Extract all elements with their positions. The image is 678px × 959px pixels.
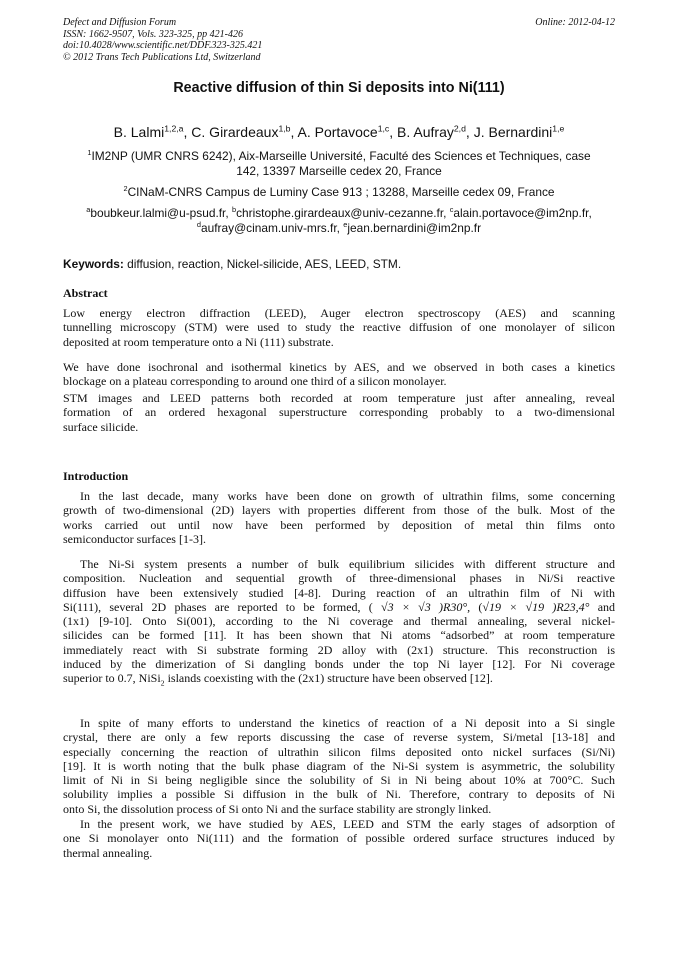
intro-paragraph-1 xyxy=(63,489,615,546)
keywords-text: diffusion, reaction, Nickel-silicide, AES, LEED, STM. xyxy=(127,257,402,271)
math-part: × xyxy=(509,599,518,614)
author-sup: 1,b xyxy=(278,123,291,134)
text-line: immediately react with Si substrate forming 2D alloy with (2x1) structure. This reconstruction is xyxy=(63,642,615,657)
intro-paragraph-3 xyxy=(63,716,615,816)
text-line: formation of an ordered hexagonal superstructure corresponding probably to a two-dimensional xyxy=(63,405,615,420)
paper-title: Reactive diffusion of thin Si deposits into Ni(111) xyxy=(173,80,505,96)
text-line: limit of Ni in Si being negligible since the solubility of Si in Ni being about 10% at 700°C. Such xyxy=(63,773,615,788)
keywords xyxy=(63,257,615,271)
math-part: √19 xyxy=(482,599,501,614)
intro-paragraph-2 xyxy=(63,557,615,691)
journal-name: Defect and Diffusion Forum xyxy=(63,17,177,28)
text-line: tunnelling microscopy (STM) were used to study the reactive diffusion of one monolayer of silicon xyxy=(63,320,615,335)
text-line: silicides can be formed [11]. It has been shown that Ni atoms “adsorbed” at room temperature xyxy=(63,628,615,643)
text-line: STM images and LEED patterns both recorded at room temperature just after annealing, reveal xyxy=(63,391,615,405)
text-line: In spite of many efforts to understand the kinetics of reaction of a Ni deposit into a Si single xyxy=(80,716,615,730)
subscript: 2 xyxy=(160,678,165,688)
email-link[interactable]: alain.portavoce@im2np.fr xyxy=(453,206,589,220)
text-line: growth of two-dimensional (2D) layers with properties different from those of the bulk. Most of the xyxy=(63,503,615,518)
author-name: B. Lalmi xyxy=(113,124,165,140)
intro-paragraph-4 xyxy=(63,817,615,860)
author-sup: 2,d xyxy=(453,123,466,134)
email-link[interactable]: aufray@cinam.univ-mrs.fr xyxy=(201,220,337,235)
online-date: Online: 2012-04-12 xyxy=(535,17,615,28)
email-link[interactable]: boubkeur.lalmi@u-psud.fr xyxy=(90,206,226,220)
author-sup: 1,e xyxy=(552,123,565,134)
keywords-label: Keywords: xyxy=(63,257,124,271)
text-line: semiconductor surfaces [1-3]. xyxy=(63,531,206,546)
author-name: J. Bernardini xyxy=(473,124,553,140)
journal-header xyxy=(63,17,615,63)
text-segment: and xyxy=(597,599,616,614)
text-line: We have done isochronal and isothermal kinetics by AES, and we observed in both cases a kinetics xyxy=(63,360,615,374)
abstract-heading: Abstract xyxy=(63,286,108,300)
math-part: √3 xyxy=(381,599,394,614)
text-line: deposited at room temperature onto a Ni (111) substrate. xyxy=(63,334,334,349)
text-line: diffusion have been extensively studied [4-8]. During reaction of an ultrathin film of Ni with xyxy=(63,585,615,600)
abstract-paragraph-2 xyxy=(63,360,615,389)
affiliation-text: CINaM-CNRS Campus de Luminy Case 913 ; 13288, Marseille cedex 09, France xyxy=(127,185,555,199)
text-line: induced by the dimerization of Si dangling bonds under the top Ni layer [12]. For Ni coverage xyxy=(63,657,615,672)
text-segment: superior to 0.7, NiSi xyxy=(63,671,161,686)
issn: ISSN: 1662-9507, Vols. 323-325, pp 421-426 xyxy=(63,28,243,40)
text-line: surface silicide. xyxy=(63,419,139,434)
abstract-paragraph-1 xyxy=(63,306,615,349)
text-segment: islands coexisting with the (2x1) structure have been observed [12]. xyxy=(164,671,493,686)
text-line: thermal annealing. xyxy=(63,845,153,860)
text-line: crystal, there are only a few reports discussing the case of reverse system, Si/metal [13-18] and xyxy=(63,730,615,745)
author-emails: $^a$boubkeur.lalmi@u-psud.fr, $^b$christophe.girardeaux@univ-cezanne.fr, $^c$alain.portavoce@im2np.fr, $^d$aufray@cinam.univ-mrs.fr, $^e$jean.bernardini@im2np.fr xyxy=(86,205,592,235)
text-line: [19]. It is worth noting that the bulk phase diagram of the Ni-Si system is asymmetric, the solubility xyxy=(63,758,615,773)
text-segment: ( xyxy=(478,599,483,614)
text-line-with-math xyxy=(63,600,615,614)
author-name: A. Portavoce xyxy=(297,124,378,140)
text-line: solubility implies a possible Si diffusion in the bulk of Ni. Therefore, contrary to deposits of Ni xyxy=(63,787,615,802)
affiliation-2 xyxy=(63,185,615,200)
email-link[interactable]: christophe.girardeaux@univ-cezanne.fr xyxy=(236,206,444,220)
text-line: works carried out until now have been performed by deposition of metal thin films onto xyxy=(63,517,615,532)
math-sqrt19-r23 xyxy=(482,600,589,614)
author-name: C. Girardeaux xyxy=(191,124,279,140)
affiliation-1 xyxy=(63,149,615,178)
math-sqrt3-r30 xyxy=(381,600,470,614)
text-line-with-subscript xyxy=(63,671,615,691)
affiliation-text: 142, 13397 Marseille cedex 20, France xyxy=(236,163,442,178)
text-line: onto Si, the dissolution process of Si onto Ni and the surface stability are strongly linked. xyxy=(63,801,492,816)
text-line: The Ni-Si system presents a number of bulk equilibrium silicides with different structure and xyxy=(80,557,615,571)
author-list: B. Lalmi$^{1,2,a}$, C. Girardeaux$^{1,b}$, A. Portavoce$^{1,c}$, B. Aufray$^{2,d}$, J. Bernardini$^{1,e}$ xyxy=(113,123,565,140)
author-name: B. Aufray xyxy=(397,124,454,140)
math-part: × xyxy=(401,599,410,614)
affiliation-text: IM2NP (UMR CNRS 6242), Aix-Marseille Université, Faculté des Sciences et Techniques, case xyxy=(91,149,591,163)
text-segment: Si(111), several 2D phases are reported to be formed, ( xyxy=(63,599,373,614)
doi: doi:10.4028/www.scientific.net/DDF.323-325.421 xyxy=(63,40,263,51)
copyright: © 2012 Trans Tech Publications Ltd, Switzerland xyxy=(63,51,261,63)
text-line: (1x1) [9-10]. Onto Si(001), according to the Ni coverage and thermal annealing, several nickel- xyxy=(63,614,615,629)
math-part: √19 xyxy=(525,599,545,614)
abstract-paragraph-3 xyxy=(63,391,615,434)
math-part: √3 xyxy=(418,599,431,614)
author-sup: 1,c xyxy=(377,123,390,134)
text-line: one Si monolayer onto Ni(111) and the formation of possible ordered surface structures induced by xyxy=(63,831,615,846)
email-link[interactable]: jean.bernardini@im2np.fr xyxy=(347,220,482,235)
text-line: blockage on a plateau corresponding to around one third of a silicon monolayer. xyxy=(63,374,447,389)
math-part: )R30°, xyxy=(439,599,471,614)
text-line: In the present work, we have studied by AES, LEED and STM the early stages of adsorption of xyxy=(80,817,615,831)
text-line: especially concerning the reaction of ultrathin silicon films deposited onto nickel surfaces (Si/Ni) xyxy=(63,744,615,759)
text-line: Low energy electron diffraction (LEED), Auger electron spectroscopy (AES) and scanning xyxy=(63,306,615,320)
affiliation-sup: 2 xyxy=(123,184,128,194)
author-sup: 1,2,a xyxy=(164,123,184,134)
affiliation-sup: 1 xyxy=(87,148,92,158)
text-line: composition. Nucleation and sequential growth of three-dimensional phases in Ni/Si reactive xyxy=(63,571,615,586)
introduction-heading: Introduction xyxy=(63,469,129,483)
math-part: )R23,4° xyxy=(552,599,590,614)
text-line: In the last decade, many works have been done on growth of ultrathin films, some concerning xyxy=(80,489,615,503)
